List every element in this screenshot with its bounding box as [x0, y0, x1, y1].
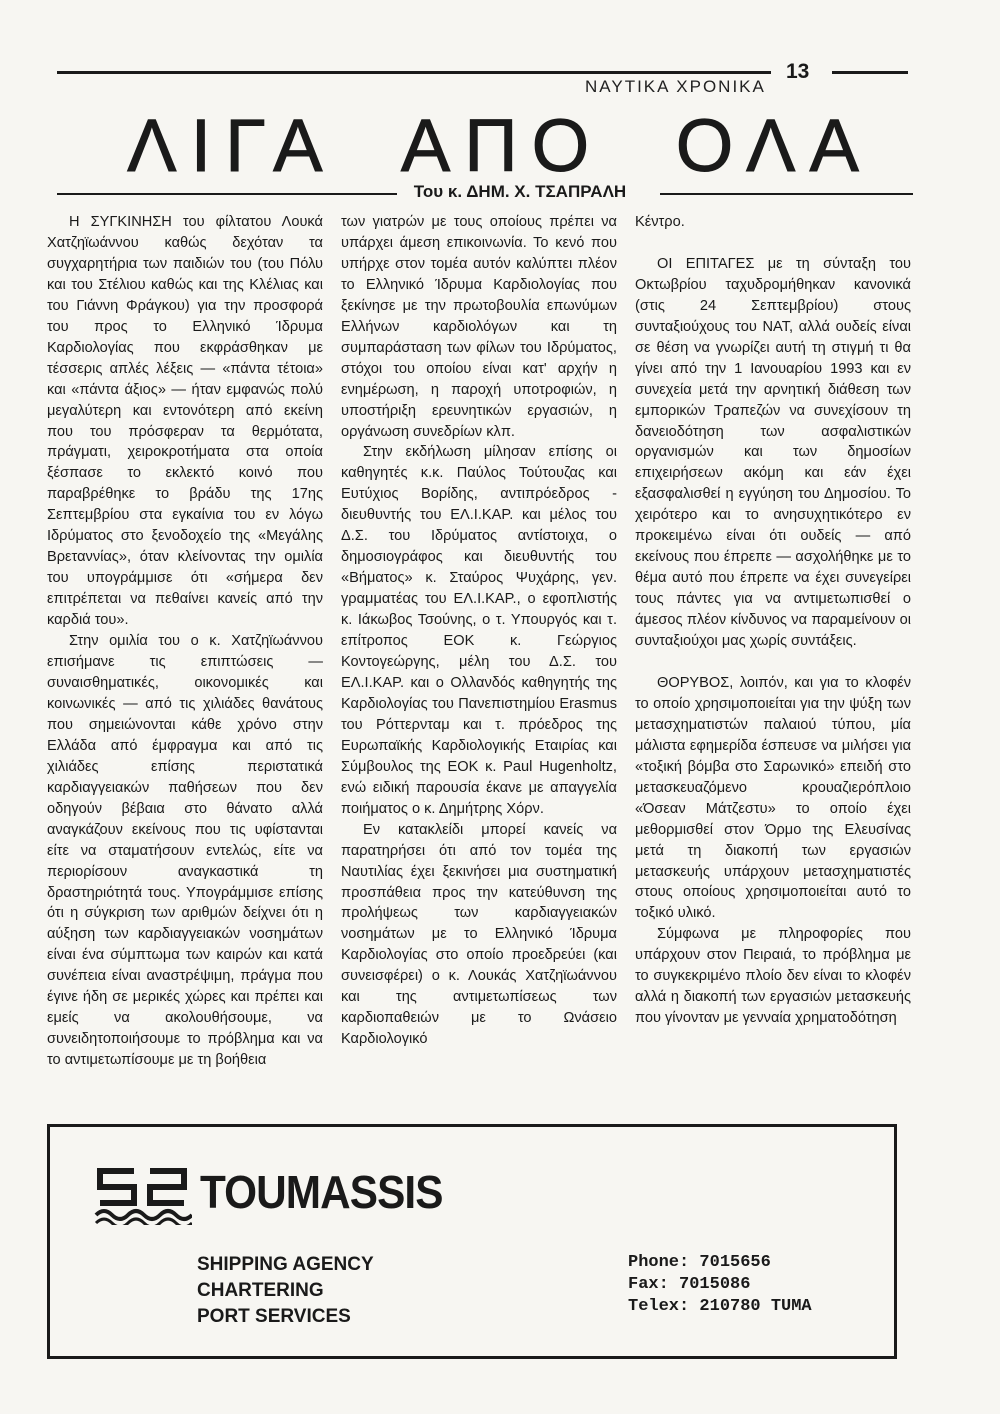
ad-brand-name: TOUMASSIS — [200, 1166, 443, 1218]
ad-services-list — [197, 1252, 374, 1330]
article-paragraph: Κέντρο. — [635, 214, 685, 230]
article-title: ΛΙΓΑ ΑΠΟ ΟΛΑ — [127, 104, 873, 187]
header-rule-left — [57, 71, 771, 74]
ad-contact-telex: Telex: 210780 TUMA — [628, 1297, 812, 1316]
byline-rule-right — [660, 193, 913, 195]
ad-service-item: SHIPPING AGENCY — [197, 1254, 374, 1275]
ad-service-item: PORT SERVICES — [197, 1306, 351, 1327]
article-paragraph: Στην ομιλία του ο κ. Χατζηϊωάννου επισήμανε τις επιπτώσεις — συναισθηματικές, οικονομικές και κοινωνικές — από τις χιλιάδες θανάτους που σημειώνονται κάθε χρόνο στην Ελλάδα από έμφραγμα και από τις χιλιάδες επίσης περιστατικά καρδιαγγειακών παθήσεων που δεν οδηγούν βέβαια στο θάνατο αλλά αναγκάζουν εκείνους που τις υφίστανται είτε να σταματήσουν εντελώς, είτε να περιορίσουν αναγκαστικά τη δραστηριότητά τους. Υπογράμμισε επίσης ότι η σύγκριση των αριθμών δείχνει ότι η αύξηση των καρδιαγγειακών νοσημάτων είναι ένα σύμπτωμα των καιρών και κατά συνέπεια είναι αναστρέψιμη, πράγμα που έγινε ήδη σε μερικές χώρες και πρέπει και εμείς να ακολουθήσουμε, να συνειδητοποιήσουμε το πρόβλημα και να το αντιμετωπίσουμε με τη βοήθεια — [47, 633, 323, 1069]
article-column-2 — [341, 212, 617, 1114]
ad-contact-phone: Phone: 7015656 — [628, 1253, 771, 1272]
page-number: 13 — [786, 60, 810, 83]
article-paragraph: Στην εκδήλωση μίλησαν επίσης οι καθηγητές κ.κ. Παύλος Τούτουζας και Ευτύχιος Βορίδης, αντιπρόεδρος - διευθυντής του ΕΛ.Ι.ΚΑΡ. και μέλος του Δ.Σ. του Ιδρύματος αντίστοιχα, ο δημοσιογράφος και διευθυντής του «Βήματος» κ. Σταύρος Ψυχάρης, γεν. γραμματέας του ΕΛ.Ι.ΚΑΡ., ο εφοπλιστής κ. Ιάκωβος Τσούνης, ο τ. Υπουργός και τ. επίτροπος ΕΟΚ κ. Γεώργιος Κοντογεώργης, μέλη του Δ.Σ. του ΕΛ.Ι.ΚΑΡ. και ο Ολλανδός καθηγητής της Καρδιολογίας του Πανεπιστημίου Erasmus του Ρόττερνταμ και τ. πρόεδρος της Ευρωπαϊκής Καρδιολογικής Εταιρίας και Σύμβουλος της ΕΟΚ κ. Paul Hugenholtz, ενώ ειδική παρουσία έκανε με απαγγελία ποιήματος ο κ. Δημήτρης Χόρν. — [341, 444, 617, 817]
article-paragraph: των γιατρών με τους οποίους πρέπει να υπάρχει άμεση επικοινωνία. Το κενό που υπήρχε στον τομέα αυτόν καλύπτει πλέον το Ελληνικό Ίδρυμα Καρδιολογίας που ξεκίνησε με την πρωτοβουλία επωνύμων Ελλήνων καρδιολόγων και τη συμπαράσταση των φίλων του Ιδρύματος, στόχοι του οποίου είναι κατ' αρχήν η ενημέρωση, η παροχή υποτροφιών, η υποστήριξη ερευνητικών εργασιών, η οργάνωση συνεδρίων κλπ. — [341, 214, 617, 440]
article-paragraph: Σύμφωνα με πληροφορίες που υπάρχουν στον Πειραιά, το πρόβλημα με το συγκεκριμένο πλοίο δεν είναι το κλοφέν αλλά η διακοπή των εργασιών μετασκευής που γίνονταν με γενναία χρηματοδότηση — [635, 926, 911, 1027]
ad-service-item: CHARTERING — [197, 1280, 324, 1301]
ad-contact-fax: Fax: 7015086 — [628, 1275, 751, 1294]
article-paragraph: Εν κατακλείδι μπορεί κανείς να παρατηρήσει ότι από τον τομέα της Ναυτιλίας έχει ξεκινήσει μια συστηματική προσπάθεια προς την κατεύθυνση της προλήψεως των καρδιαγγειακών νοσημάτων με το Ελληνικό Ίδρυμα Καρδιολογίας στο οποίο προεδρεύει (και συνεισφέρει) ο κ. Λουκάς Χατζηϊωάννου και της αντιμετωπίσεως των καρδιοπαθειών με το Ωνάσειο Καρδιολογικό — [341, 821, 617, 1048]
byline-rule-left — [57, 193, 397, 195]
article-paragraph: ΘΟΡΥΒΟΣ, λοιπόν, και για το κλοφέν το οποίο χρησιμοποιείται για την ψύξη των μετασχηματιστών παλαιού τύπου, μία μάλιστα εφημερίδα έσπευσε να μιλήσει για «τοξική βόμβα στο Σαρωνικό» επειδή στο μετασκευαζόμενο κρουαζιερόπλοιο «Όσεαν Μάτζεστυ» το οποίο έχει μεθορμισθεί στον Όρμο της Ελευσίνας μετά τη διακοπή των εργασιών μετασκευής υπάρχουν μετασχηματιστές στους οποίους χρησιμοποιείται αυτό το τοξικό υλικό. — [635, 674, 911, 922]
article-paragraph: Η ΣΥΓΚΙΝΗΣΗ του φίλτατου Λουκά Χατζηϊωάννου καθώς δεχόταν τα συγχαρητήρια των παιδιών του (του Πόλυ και του Στέλιου καθώς και της Κλέλιας και του Γιάννη Φράγκου) για την προσφορά του προς το Ελληνικό Ίδρυμα Καρδιολογίας που εκφράσθηκαν με τέσσερις απλές λέξεις — «πάντα τέτοια» και «πάντα άξιος» — ήταν εμφανώς πολύ μεγαλύτερη και εντονότερη από εκείνη που του πρόσφεραν τα θερμότατα, πράγματι, χειροκροτήματα στα οποία ξέσπασε το εκλεκτό κοινό που παραβρέθηκε το βράδυ της 17ης Σεπτεμβρίου στα εγκαίνια του εν λόγω Ιδρύματος στο ξενοδοχείο της «Μεγάλης Βρεταννίας», όταν κλείνοντας την ομιλία του υπογράμμισε ότι «σήμερα δεν επιτρέπεται να πεθαίνει κανείς από την καρδιά του». — [47, 214, 323, 629]
article-paragraph: ΟΙ ΕΠΙΤΑΓΕΣ με τη σύνταξη του Οκτωβρίου ταχυδρομήθηκαν κανονικά (στις 24 Σεπτεμβρίου) στους συνταξιούχους του ΝΑΤ, αλλά ουδείς είναι σε θέση να γνωρίζει αυτή τη στιγμή τι θα γίνει από την 1 Ιανουαρίου 1993 και εν συνεχεία μετά την αρνητική διάθεση των εμπορικών Τραπεζών να συνεχίσουν τη δανειοδότηση των ασφαλιστικών οργανισμών και των δημοσίων επιχειρήσεων ακόμη και εάν έχει εξασφαλισθεί η εγγύηση του Δημοσίου. Το χειρότερο και το ανησυχητικότερο εν προκειμένω είναι ότι ουδείς — από εκείνους που έπρεπε — ασχολήθηκε με το θέμα αυτό που έπρεπε να έχει συνεγείρει τους πάντες για να αντιμετωπισθεί ο άμεσος πλέον κίνδυνος να παραμείνουν οι συνταξιούχοι μας χωρίς συντάξεις. — [635, 255, 911, 650]
header-rule-right — [832, 71, 908, 74]
article-column-3 — [635, 212, 911, 1114]
article-byline: Του κ. ΔΗΜ. Χ. ΤΣΑΠΡΑΛΗ — [413, 182, 627, 201]
toumassis-advertisement — [47, 1124, 897, 1359]
toumassis-logo-icon — [92, 1165, 192, 1225]
publication-name: ΝΑΥΤΙΚΑ ΧΡΟΝΙΚΑ — [585, 77, 766, 96]
ad-contacts-list — [628, 1252, 812, 1318]
article-column-1 — [47, 212, 323, 1114]
